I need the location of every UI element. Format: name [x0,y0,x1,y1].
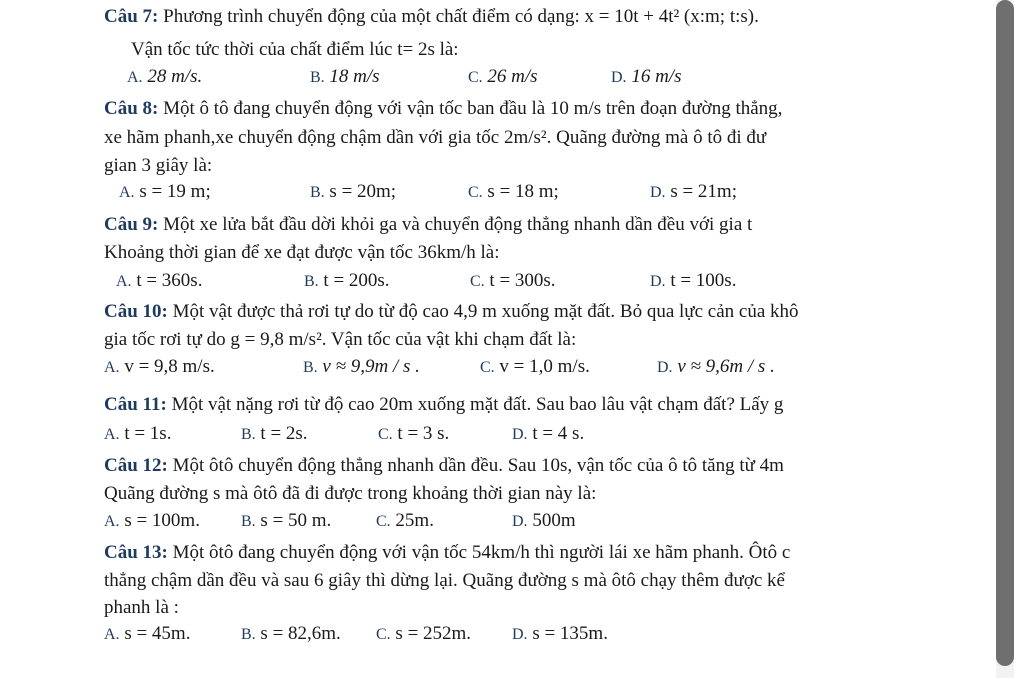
option-letter: B. [241,626,256,643]
question-7-option-b [310,66,380,89]
question-12-option-a [104,510,200,533]
question-13-option-c [376,623,471,646]
option-text: 28 m/s. [147,66,203,87]
option-letter: D. [512,513,528,530]
option-letter: D. [657,359,673,376]
question-8-text-1: Một ô tô đang chuyển động với vận tốc ban đầu là 10 m/s trên đoạn đường thẳng, [163,98,783,119]
option-text: t = 200s. [323,270,390,291]
option-text: s = 50 m. [260,510,332,531]
question-8-option-b [310,181,396,204]
option-letter: D. [650,273,666,290]
option-letter: C. [378,426,393,443]
question-12-line-1 [104,455,784,477]
option-text: v ≈ 9,6m / s . [677,356,775,377]
question-7-label: Câu 7: [104,6,159,27]
question-7-line-1 [104,6,759,28]
option-letter: B. [310,184,325,201]
question-8-line-1 [104,98,782,120]
option-letter: C. [468,69,483,86]
option-letter: A. [104,626,120,643]
option-text: s = 20m; [329,181,397,202]
question-11-text-1: Một vật nặng rơi từ độ cao 20m xuống mặt đất. Sau bao lâu vật chạm đất? Lấy g [171,394,784,415]
option-text: s = 45m. [124,623,191,644]
question-10-option-c [480,356,590,379]
option-text: t = 300s. [489,270,556,291]
option-text: s = 135m. [532,623,608,644]
option-letter: C. [470,273,485,290]
option-text: v ≈ 9,9m / s . [322,356,420,377]
question-13-text-2: thẳng chậm dần đều và sau 6 giây thì dừng lại. Quãng đường s mà ôtô chạy thêm được kể [104,570,785,591]
option-letter: B. [304,273,319,290]
option-letter: A. [104,426,120,443]
option-text: 18 m/s [329,66,380,87]
question-9-option-b [304,270,390,293]
question-12-option-b [241,510,331,533]
option-letter: D. [650,184,666,201]
option-text: 16 m/s [631,66,682,87]
question-11-line-1 [104,394,783,416]
option-text: v = 1,0 m/s. [499,356,590,377]
question-11-option-a [104,423,171,446]
option-letter: B. [241,426,256,443]
option-letter: D. [512,426,528,443]
question-10-text-2: gia tốc rơi tự do g = 9,8 m/s². Vận tốc của vật khi chạm đất là: [104,329,577,350]
question-11-option-c [378,423,449,446]
question-8-text-2: xe hãm phanh,xe chuyển động chậm dần với gia tốc 2m/s². Quãng đường mà ô tô đi đư [104,127,767,148]
question-9-option-a [116,270,202,293]
option-text: t = 1s. [124,423,172,444]
option-letter: B. [310,69,325,86]
option-letter: C. [468,184,483,201]
option-text: t = 360s. [136,270,203,291]
question-8-text-3: gian 3 giây là: [104,155,213,176]
option-text: v = 9,8 m/s. [124,356,215,377]
option-text: s = 82,6m. [260,623,341,644]
scrollbar-thumb[interactable] [996,0,1014,666]
question-8-option-a [119,181,211,204]
question-12-option-c [376,510,434,533]
question-11-label: Câu 11: [104,394,167,415]
question-8-option-d [650,181,737,204]
question-10-option-d [657,356,775,379]
option-text: s = 252m. [395,623,472,644]
question-7-option-c [468,66,538,89]
question-7-option-a [127,66,202,89]
option-text: t = 3 s. [397,423,450,444]
question-7-text-1: Phương trình chuyển động của một chất điểm có dạng: x = 10t + 4t² (x:m; t:s). [163,6,759,27]
option-text: 26 m/s [487,66,538,87]
question-9-option-d [650,270,736,293]
question-7-option-d [611,66,681,89]
question-13-option-d [512,623,608,646]
question-12-option-d [512,510,576,533]
option-letter: C. [376,513,391,530]
question-7-text-2: Vận tốc tức thời của chất điểm lúc t= 2s là: [131,39,459,60]
option-text: t = 4 s. [532,423,585,444]
option-letter: C. [480,359,495,376]
question-10-option-a [104,356,215,379]
option-letter: A. [104,513,120,530]
question-9-text-2: Khoảng thời gian để xe đạt được vận tốc 36km/h là: [104,242,500,263]
question-8-label: Câu 8: [104,98,159,119]
question-10-text-1: Một vật được thả rơi tự do từ độ cao 4,9 m xuống mặt đất. Bỏ qua lực cản của khô [172,301,799,322]
question-11-option-d [512,423,584,446]
question-10-option-b [303,356,420,379]
question-11-option-b [241,423,308,446]
option-text: s = 100m. [124,510,200,531]
question-13-label: Câu 13: [104,542,168,563]
question-12-text-1: Một ôtô chuyển động thẳng nhanh dần đều. Sau 10s, vận tốc của ô tô tăng từ 4m [172,455,784,476]
option-text: s = 18 m; [487,181,559,202]
question-13-option-b [241,623,341,646]
option-text: s = 21m; [670,181,737,202]
question-10-line-1 [104,301,799,323]
question-13-line-1 [104,542,790,564]
question-12-label: Câu 12: [104,455,168,476]
question-10-label: Câu 10: [104,301,168,322]
question-9-label: Câu 9: [104,214,159,235]
option-letter: C. [376,626,391,643]
question-13-option-a [104,623,190,646]
option-letter: A. [116,273,132,290]
option-letter: D. [611,69,627,86]
option-letter: D. [512,626,528,643]
option-text: t = 100s. [670,270,737,291]
option-letter: B. [241,513,256,530]
question-13-text-1: Một ôtô đang chuyển động với vận tốc 54km/h thì người lái xe hãm phanh. Ôtô c [172,542,791,563]
option-text: 500m [532,510,576,531]
question-13-text-3: phanh là : [104,597,179,618]
question-9-option-c [470,270,556,293]
option-letter: A. [104,359,120,376]
question-12-text-2: Quãng đường s mà ôtô đã đi được trong khoảng thời gian này là: [104,483,597,504]
option-letter: A. [127,69,143,86]
option-letter: B. [303,359,318,376]
option-letter: A. [119,184,135,201]
question-9-line-1 [104,214,752,236]
question-9-text-1: Một xe lửa bắt đầu dời khỏi ga và chuyển động thẳng nhanh dần đều với gia t [163,214,753,235]
option-text: s = 19 m; [139,181,211,202]
question-8-option-c [468,181,559,204]
option-text: t = 2s. [260,423,308,444]
option-text: 25m. [395,510,434,531]
